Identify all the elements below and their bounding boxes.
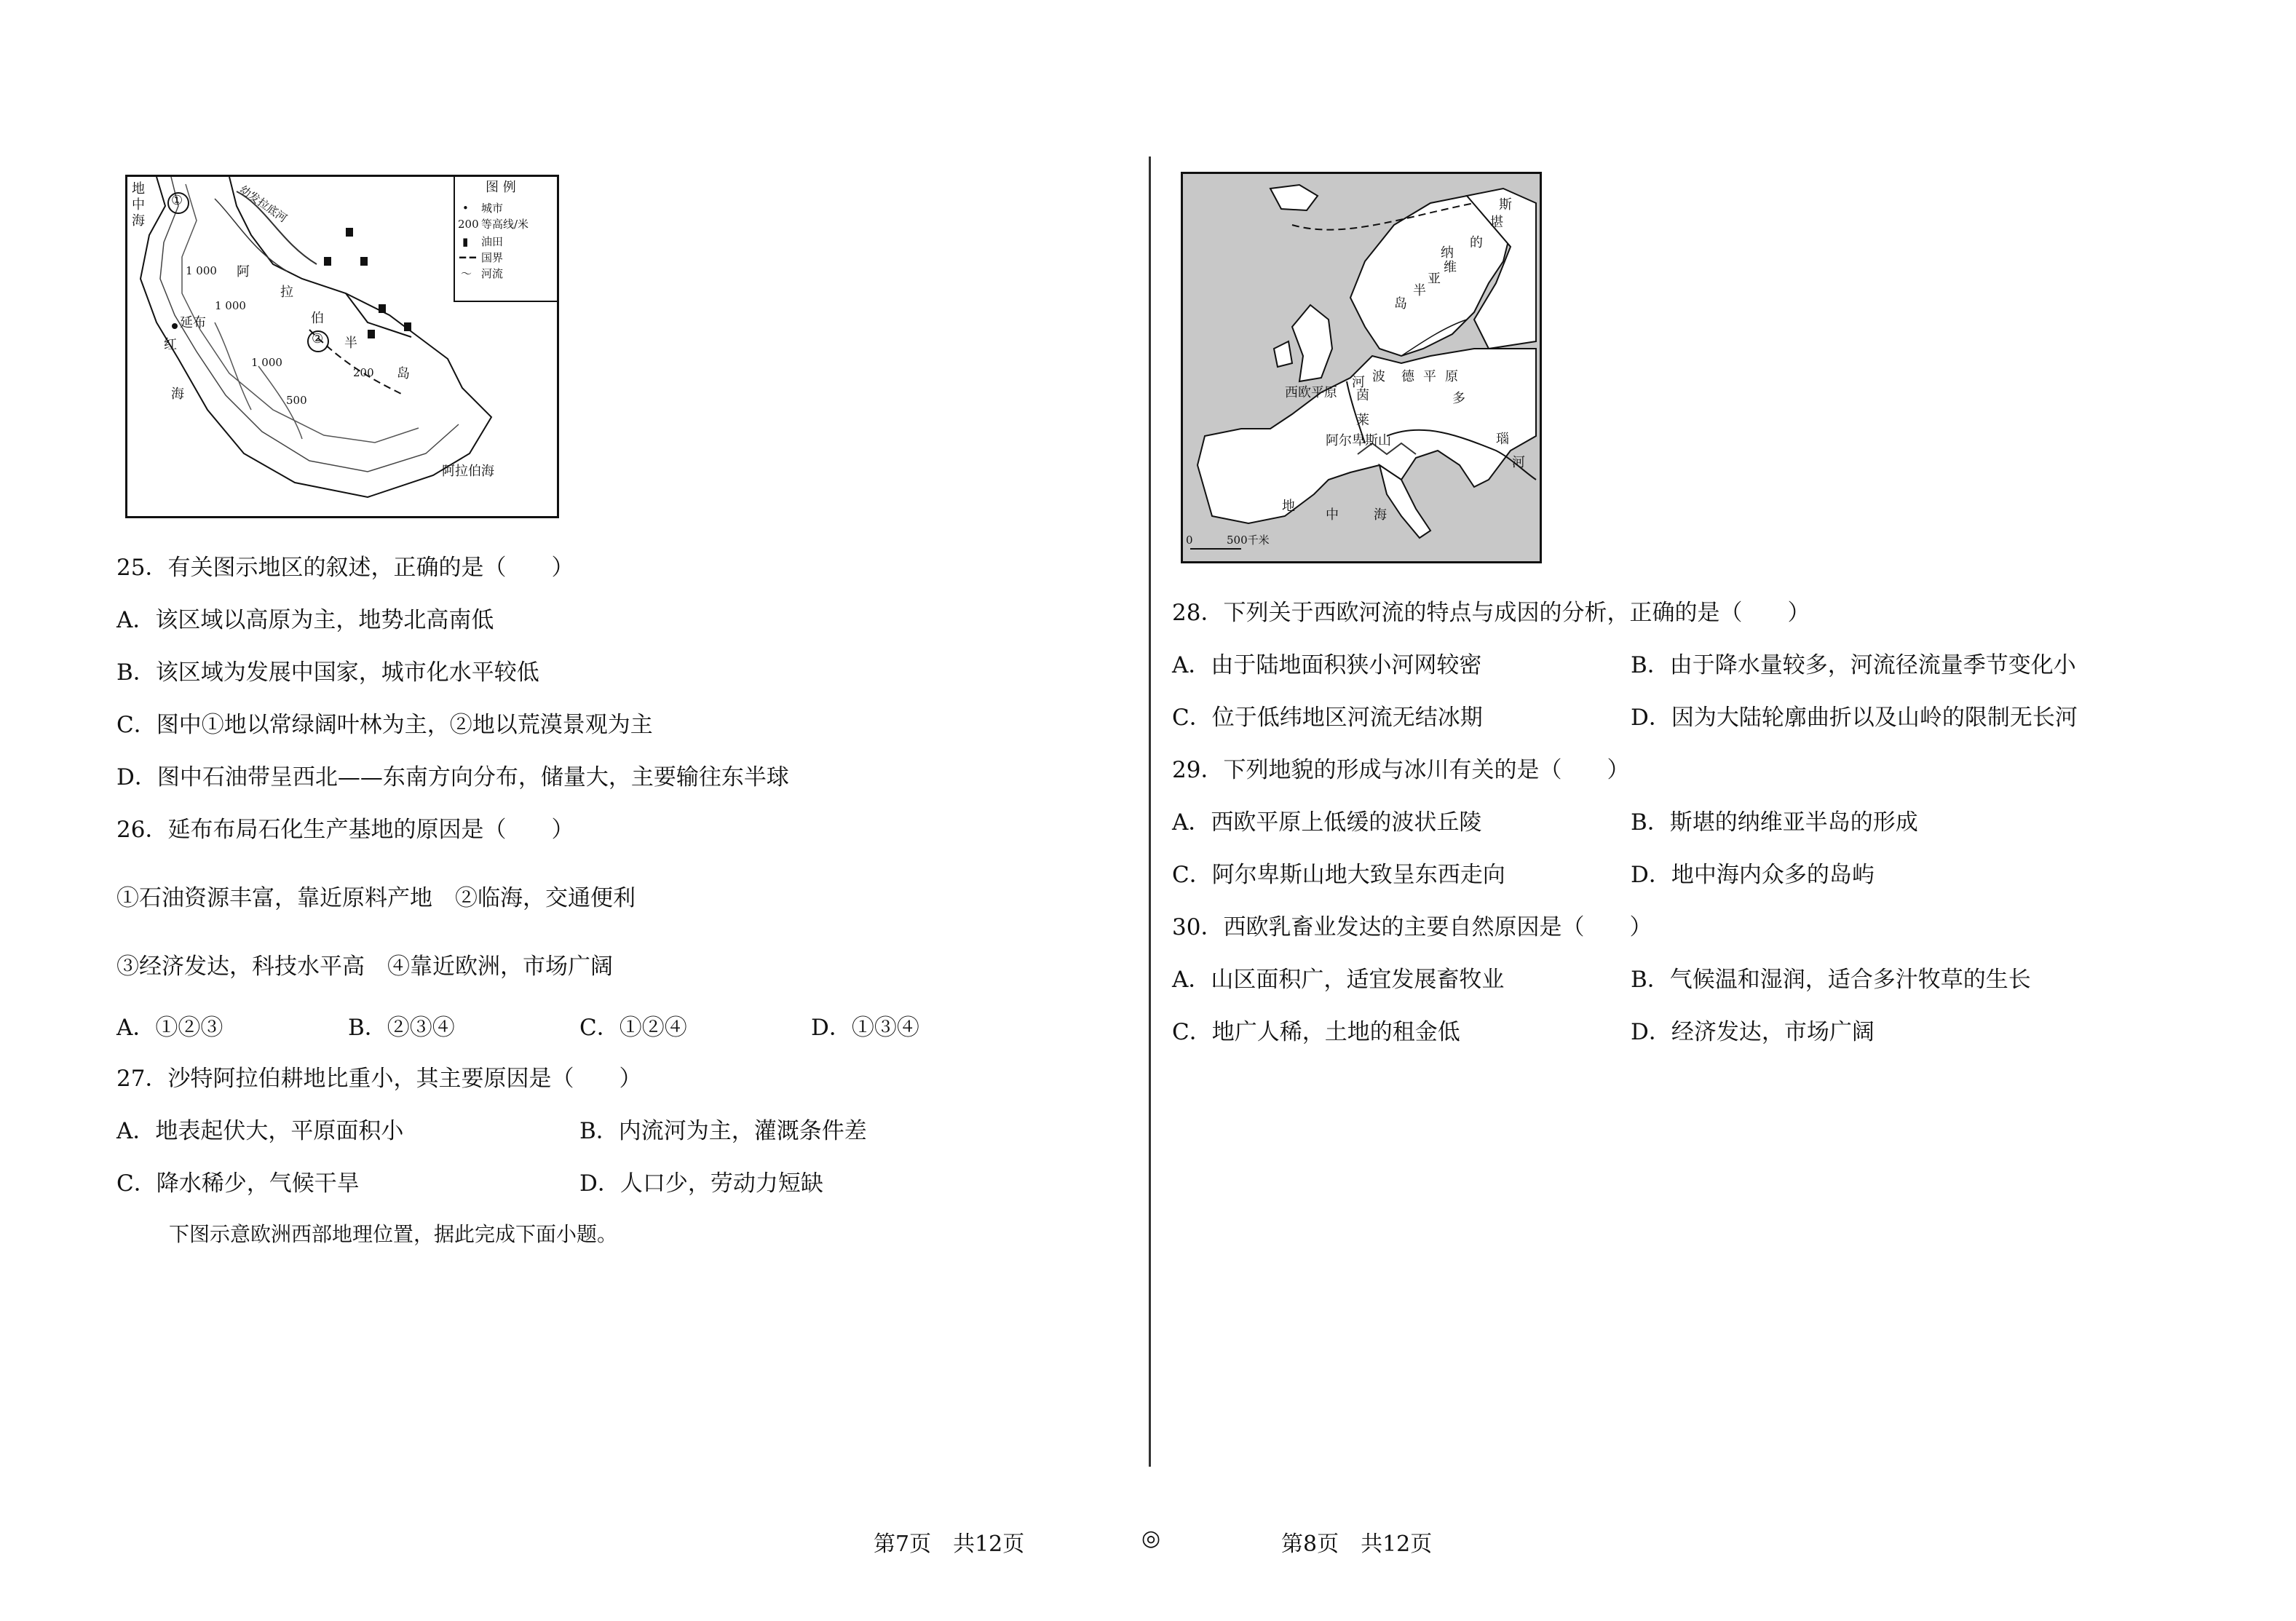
label-arab-1: 阿 — [237, 264, 250, 280]
q26-statement-2: ③经济发达，科技水平高 ④靠近欧洲，市场广阔 — [116, 954, 613, 980]
q30-option-a[interactable]: A．山区面积广，适宜发展畜牧业 — [1172, 967, 1505, 993]
label-site-1: ① — [171, 193, 183, 208]
q29-option-d[interactable]: D．地中海内众多的岛屿 — [1631, 862, 1875, 888]
q30-option-c[interactable]: C．地广人稀，土地的租金低 — [1172, 1019, 1460, 1045]
label-danube-1: 多 — [1452, 391, 1465, 406]
label-scand-4: 纳 — [1441, 245, 1454, 261]
q26-option-d[interactable]: D．①③④ — [811, 1015, 919, 1041]
q28-stem: 28．下列关于西欧河流的特点与成因的分析，正确的是（ ） — [1172, 600, 1810, 626]
q28-option-c[interactable]: C．位于低纬地区河流无结冰期 — [1172, 705, 1483, 731]
q29-options-row1 — [1172, 809, 2213, 836]
label-polish-2: 德 — [1401, 369, 1414, 384]
q26-options — [116, 1015, 1121, 1041]
label-contour-500: 500 — [286, 394, 307, 407]
q30-option-b[interactable]: B．气候温和湿润，适合多汁牧草的生长 — [1631, 967, 2031, 993]
footer-page-left: 第7页 共12页 — [874, 1531, 1025, 1557]
label-contour-1000-c: 1 000 — [251, 356, 282, 369]
q26-option-a[interactable]: A．①②③ — [116, 1015, 223, 1041]
q25-option-a[interactable]: A．该区域以高原为主，地势北高南低 — [116, 607, 494, 633]
q27-option-a[interactable]: A．地表起伏大，平原面积小 — [116, 1118, 404, 1144]
q27-options-row2 — [116, 1170, 1121, 1197]
label-contour-200: 200 — [353, 366, 374, 379]
legend-border-icon: ━ ━ — [459, 251, 476, 264]
q29-option-b[interactable]: B．斯堪的纳维亚半岛的形成 — [1631, 809, 1918, 836]
label-mediterranean: 地中海 — [132, 181, 145, 229]
label-site-2: ② — [312, 331, 324, 346]
q28-option-b[interactable]: B．由于降水量较多，河流径流量季节变化小 — [1631, 652, 2076, 678]
legend-city: 城市 — [481, 202, 504, 215]
label-med-3: 海 — [1374, 507, 1387, 523]
label-arab-5: 岛 — [397, 366, 410, 381]
western-europe-map — [1181, 172, 1542, 563]
footer-page-right: 第8页 共12页 — [1281, 1531, 1433, 1557]
q28-option-d[interactable]: D．因为大陆轮廓曲折以及山岭的限制无长河 — [1631, 705, 2078, 731]
q29-option-c[interactable]: C．阿尔卑斯山地大致呈东西走向 — [1172, 862, 1505, 888]
label-scale-zero: 0 — [1186, 534, 1193, 547]
label-scand-6: 亚 — [1428, 272, 1441, 287]
legend-title: 图 例 — [486, 180, 516, 195]
legend-oilfield-icon: ▮ — [462, 235, 469, 248]
q25-stem: 25．有关图示地区的叙述，正确的是（ ） — [116, 555, 574, 581]
q27-option-c[interactable]: C．降水稀少，气候干旱 — [116, 1170, 360, 1197]
label-alps: 阿尔卑斯山 — [1326, 433, 1391, 448]
q28-options-row1 — [1172, 652, 2213, 678]
q28-options-row2 — [1172, 705, 2213, 731]
q25-option-c[interactable]: C．图中①地以常绿阔叶林为主，②地以荒漠景观为主 — [116, 712, 653, 738]
map-legend — [454, 177, 557, 302]
label-scand-1: 斯 — [1499, 197, 1512, 213]
label-scand-3: 的 — [1470, 235, 1483, 250]
label-polish-4: 原 — [1445, 369, 1458, 384]
label-danube-3: 河 — [1512, 455, 1525, 470]
label-scand-7: 半 — [1413, 283, 1426, 298]
legend-contour-value: 200 — [458, 218, 479, 231]
arabian-peninsula-map — [125, 175, 559, 518]
q28-option-a[interactable]: A．由于陆地面积狭小河网较密 — [1172, 652, 1482, 678]
label-rhine-2: 茵 — [1356, 388, 1369, 403]
label-west-europe-plain: 西欧平原 — [1285, 385, 1337, 400]
legend-contour: 等高线/米 — [481, 218, 529, 231]
label-scand-2: 堪 — [1490, 215, 1503, 230]
label-contour-1000-b: 1 000 — [215, 299, 246, 312]
label-rhine-1: 莱 — [1356, 413, 1369, 428]
q27-stem: 27．沙特阿拉伯耕地比重小，其主要原因是（ ） — [116, 1066, 642, 1092]
q29-option-a[interactable]: A．西欧平原上低缓的波状丘陵 — [1172, 809, 1482, 836]
q25-option-b[interactable]: B．该区域为发展中国家，城市化水平较低 — [116, 659, 539, 686]
label-contour-1000-a: 1 000 — [186, 264, 217, 277]
label-polish-1: 波 — [1372, 369, 1385, 384]
label-polish-3: 平 — [1423, 369, 1436, 384]
q26-stem: 26．延布布局石化生产基地的原因是（ ） — [116, 817, 574, 843]
q30-options-row1 — [1172, 967, 2213, 993]
label-scand-8: 岛 — [1394, 296, 1407, 312]
q30-option-d[interactable]: D．经济发达，市场广阔 — [1631, 1019, 1875, 1045]
legend-city-icon: • — [462, 202, 469, 215]
q30-stem: 30．西欧乳畜业发达的主要自然原因是（ ） — [1172, 914, 1652, 940]
label-river-he: 河 — [1352, 375, 1365, 390]
label-yanbu: 延布 — [180, 315, 206, 330]
q26-statement-1: ①石油资源丰富，靠近原料产地 ②临海，交通便利 — [116, 885, 636, 911]
map-intro-note: 下图示意欧洲西部地理位置，据此完成下面小题。 — [169, 1222, 618, 1246]
label-arabian-sea: 阿拉伯海 — [442, 464, 494, 479]
label-scale: 500千米 — [1227, 534, 1270, 547]
europe-map-drawing — [1183, 174, 1540, 561]
q29-options-row2 — [1172, 862, 2213, 888]
label-arab-3: 伯 — [311, 311, 324, 326]
q27-options-row1 — [116, 1118, 1121, 1144]
legend-river: 河流 — [481, 267, 504, 280]
q26-option-b[interactable]: B．②③④ — [348, 1015, 455, 1041]
q30-options-row2 — [1172, 1019, 2213, 1045]
legend-river-icon: 〜 — [461, 267, 472, 280]
label-danube-2: 瑙 — [1496, 432, 1509, 447]
column-divider — [1149, 156, 1151, 1467]
legend-oilfield: 油田 — [481, 235, 504, 248]
left-column — [116, 175, 1121, 1248]
footer-center-mark: ◎ — [1141, 1526, 1161, 1551]
q25-option-d[interactable]: D．图中石油带呈西北——东南方向分布，储量大，主要输往东半球 — [116, 764, 789, 790]
label-red-sea-1: 红 — [164, 337, 177, 352]
label-med-2: 中 — [1326, 507, 1339, 523]
label-euphrates: 幼发拉底河 — [237, 183, 290, 226]
label-red-sea-2: 海 — [171, 387, 184, 402]
legend-border: 国界 — [481, 251, 504, 264]
q27-option-d[interactable]: D．人口少，劳动力短缺 — [579, 1170, 823, 1197]
q27-option-b[interactable]: B．内流河为主，灌溉条件差 — [579, 1118, 867, 1144]
label-arab-2: 拉 — [280, 285, 293, 300]
right-column — [1172, 172, 2213, 1045]
q26-option-c[interactable]: C．①②④ — [579, 1015, 687, 1041]
q29-stem: 29．下列地貌的形成与冰川有关的是（ ） — [1172, 757, 1630, 783]
label-arab-4: 半 — [344, 336, 357, 351]
label-med-1: 地 — [1282, 499, 1295, 514]
label-scand-5: 维 — [1444, 260, 1457, 275]
